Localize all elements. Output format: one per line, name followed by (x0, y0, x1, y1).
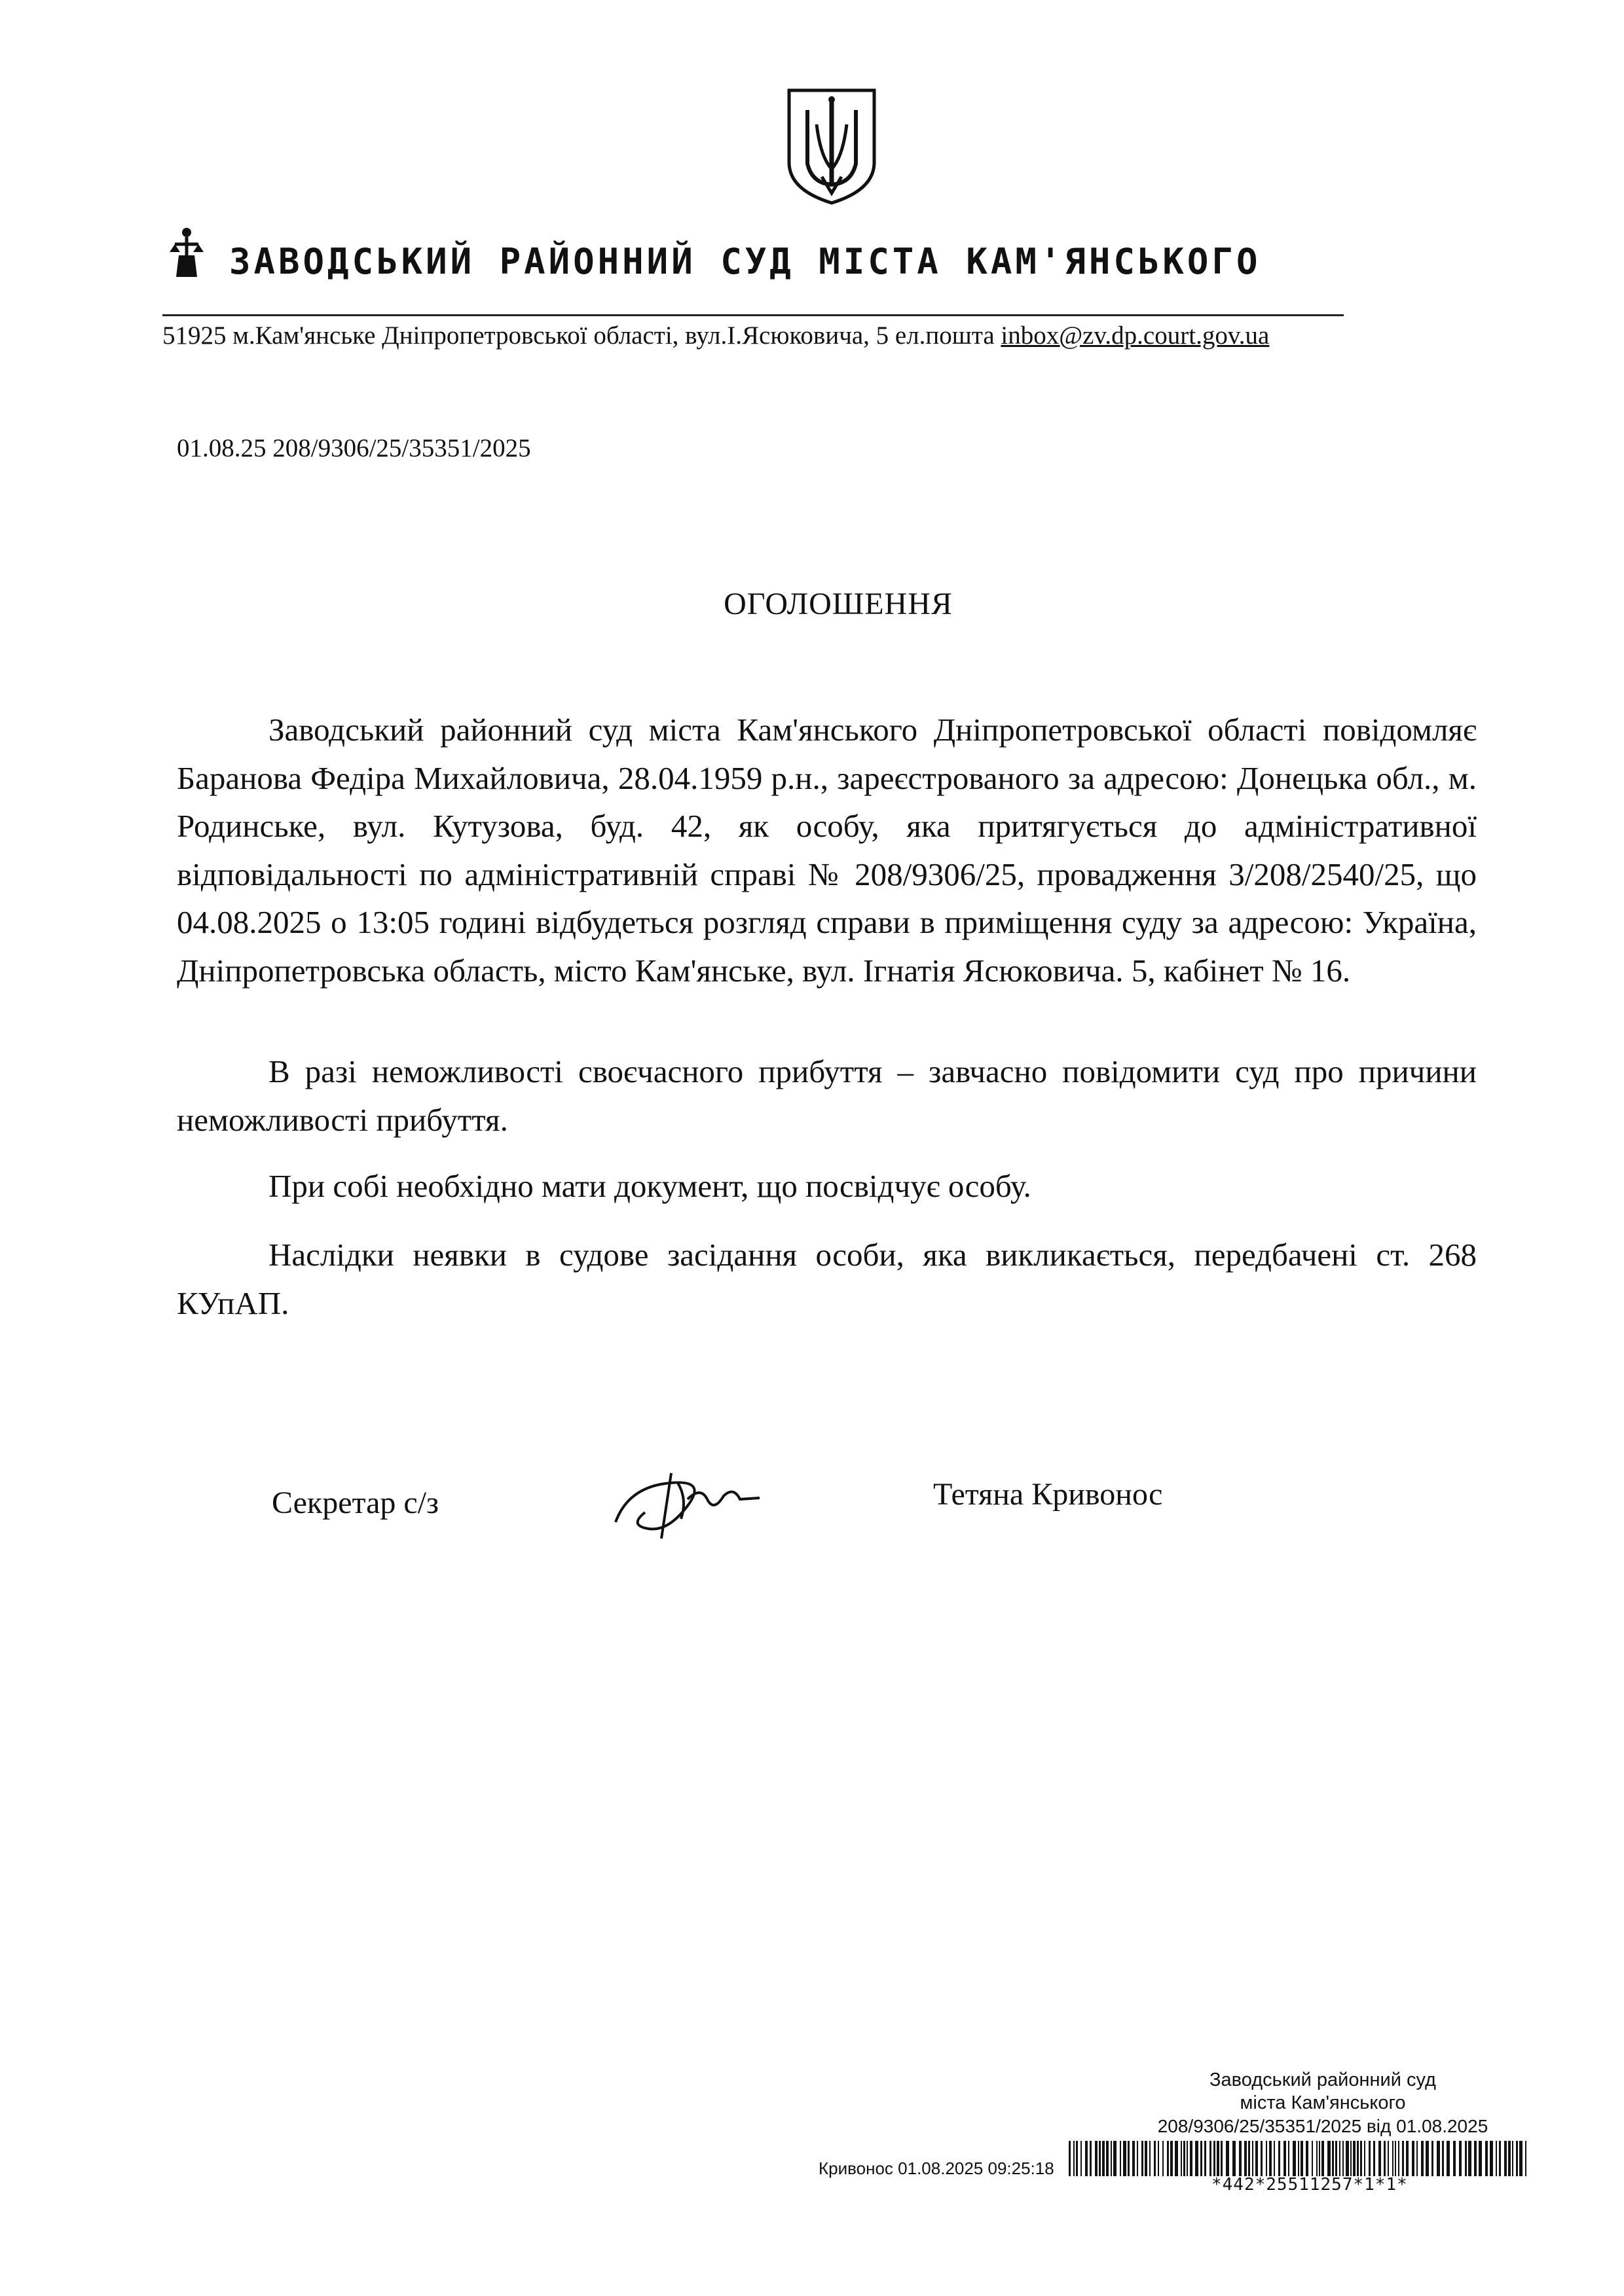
stamp-meta: Кривонос 01.08.2025 09:25:18 (819, 2159, 1054, 2178)
stamp-org-line-2: міста Кам'янського (1240, 2092, 1406, 2113)
barcode-bar (1474, 2141, 1477, 2176)
handwritten-signature (609, 1460, 766, 1545)
barcode-bar (1459, 2141, 1462, 2176)
barcode-bar (1395, 2141, 1396, 2176)
barcode-bar (1217, 2141, 1219, 2176)
barcode-bar (1073, 2141, 1075, 2176)
barcode-bar (1421, 2141, 1424, 2176)
barcode-bar (1416, 2141, 1418, 2176)
barcode-bar (1519, 2141, 1522, 2176)
barcode-bar (1512, 2141, 1513, 2176)
barcode-bar (1113, 2141, 1116, 2176)
barcode-bar (1252, 2141, 1253, 2176)
barcode-bar (1357, 2141, 1359, 2176)
paragraph-4-text: Наслідки неявки в судове засідання особи, яка викликається, передбачені ст. 268 КУпАП. (177, 1237, 1477, 1321)
barcode-bar (1190, 2141, 1192, 2176)
barcode-bar (1339, 2141, 1340, 2176)
body-paragraph-2 (177, 1048, 1477, 1144)
barcode-bar (1468, 2141, 1471, 2176)
barcode-bar (1167, 2141, 1169, 2176)
barcode-bar (1102, 2141, 1105, 2176)
barcode-bar (1516, 2141, 1518, 2176)
signer-name: Тетяна Кривонос (933, 1477, 1163, 1512)
barcode-bar (1431, 2141, 1433, 2176)
barcode (1069, 2141, 1532, 2176)
barcode-bar (1369, 2141, 1371, 2176)
barcode-bar (1266, 2141, 1267, 2176)
barcode-bar (1508, 2141, 1511, 2176)
document-title: ОГОЛОШЕННЯ (724, 587, 953, 621)
barcode-bar (1293, 2141, 1296, 2176)
body-paragraph-1 (177, 706, 1477, 994)
barcode-bar (1069, 2141, 1071, 2176)
barcode-bar (1388, 2141, 1389, 2176)
barcode-bar (1398, 2141, 1399, 2176)
address-text: 51925 м.Кам'янське Дніпропетровської області, вул.І.Ясюковича, 5 ел.пошта (162, 321, 1001, 350)
barcode-bar (1181, 2141, 1182, 2176)
barcode-bar (1137, 2141, 1138, 2176)
barcode-bar (1170, 2141, 1173, 2176)
barcode-bar (1327, 2141, 1331, 2176)
barcode-bar (1490, 2141, 1493, 2176)
document-reference: 01.08.25 208/9306/25/35351/2025 (177, 434, 531, 462)
barcode-bar (1312, 2141, 1313, 2176)
barcode-bar (1120, 2141, 1121, 2176)
barcode-bar (1274, 2141, 1275, 2176)
barcode-bar (1123, 2141, 1126, 2176)
barcode-bar (1412, 2141, 1414, 2176)
barcode-bar (1378, 2141, 1381, 2176)
barcode-bar (1213, 2141, 1215, 2176)
barcode-bar (1095, 2141, 1098, 2176)
stamp-org-line-1: Заводський районний суд (1209, 2069, 1436, 2090)
barcode-bar (1319, 2141, 1320, 2176)
barcode-bar (1141, 2141, 1143, 2176)
barcode-bar (1465, 2141, 1467, 2176)
barcode-bar (1261, 2141, 1263, 2176)
barcode-bar (1350, 2141, 1352, 2176)
paragraph-2-text: В разі неможливості своєчасного прибуття – завчасно повідомити суд про причини неможливості прибуття. (177, 1053, 1477, 1138)
barcode-bar (1525, 2141, 1526, 2176)
barcode-bar (1288, 2141, 1289, 2176)
barcode-bar (1090, 2141, 1092, 2176)
barcode-bar (1406, 2141, 1409, 2176)
barcode-bar (1221, 2141, 1223, 2176)
barcode-bar (1342, 2141, 1344, 2176)
barcode-bar (1255, 2141, 1258, 2176)
barcode-number: *442*25511257*1*1* (1211, 2175, 1408, 2195)
barcode-bar (1499, 2141, 1501, 2176)
barcode-bar (1187, 2141, 1188, 2176)
barcode-bar (1426, 2141, 1429, 2176)
barcode-bar (1373, 2141, 1375, 2176)
barcode-bar (1316, 2141, 1318, 2176)
barcode-bar (1442, 2141, 1444, 2176)
paragraph-3-text: При собі необхідно мати документ, що посвідчує особу. (268, 1168, 1031, 1204)
barcode-bar (1158, 2141, 1159, 2176)
barcode-bar (1162, 2141, 1164, 2176)
barcode-bar (1453, 2141, 1456, 2176)
barcode-bar (1360, 2141, 1362, 2176)
barcode-bar (1154, 2141, 1156, 2176)
barcode-bar (1200, 2141, 1202, 2176)
email-link[interactable]: inbox@zv.dp.court.gov.ua (1001, 321, 1270, 350)
barcode-bar (1332, 2141, 1334, 2176)
court-name: ЗАВОДСЬКИЙ РАЙОННИЙ СУД МІСТА КАМ'ЯНСЬКОГО (229, 241, 1261, 282)
barcode-bar (1099, 2141, 1101, 2176)
barcode-bar (1437, 2141, 1440, 2176)
body-paragraph-4 (177, 1231, 1477, 1327)
barcode-bar (1209, 2141, 1211, 2176)
header-divider (162, 314, 1344, 316)
barcode-bar (1335, 2141, 1337, 2176)
barcode-bar (1392, 2141, 1393, 2176)
barcode-bar (1402, 2141, 1404, 2176)
barcode-bar (1301, 2141, 1303, 2176)
court-address (162, 321, 1269, 350)
barcode-bar (1085, 2141, 1088, 2176)
barcode-bar (1298, 2141, 1299, 2176)
barcode-bar (1106, 2141, 1109, 2176)
barcode-bar (1248, 2141, 1250, 2176)
barcode-bar (1195, 2141, 1198, 2176)
barcode-bar (1346, 2141, 1349, 2176)
barcode-bar (1364, 2141, 1365, 2176)
barcode-bar (1132, 2141, 1135, 2176)
barcode-bar (1149, 2141, 1151, 2176)
paragraph-1-text: Заводський районний суд міста Кам'янського Дніпропетровської області повідомляє Баранова Федіра Михайловича, 28.04.1959 р.н., зареєстрованого за адресою: Донецька обл., м. Родинське, вул. Кутузова, буд. 42, як особу, яка притягується до адміністративної відповідальності по адміністративній справі № 208/9306/25, провадження 3/208/2540/25, що 04.08.2025 о 13:05 годині відбудеться розгляд справи в приміщення суду за адресою: Україна, Дніпропетровська область, місто Кам'янське, вул. Ігнатія Ясюковича. 5, кабінет № 16. (177, 712, 1477, 989)
barcode-bar (1306, 2141, 1308, 2176)
barcode-bar (1479, 2141, 1482, 2176)
barcode-bar (1447, 2141, 1450, 2176)
barcode-bar (1353, 2141, 1356, 2176)
barcode-bar (1269, 2141, 1272, 2176)
barcode-bar (1111, 2141, 1112, 2176)
barcode-bar (1321, 2141, 1324, 2176)
coat-of-arms-trident-icon (783, 85, 881, 206)
barcode-bar (1504, 2141, 1507, 2176)
barcode-bar (1076, 2141, 1078, 2176)
barcode-bar (1244, 2141, 1247, 2176)
body-paragraph-3 (177, 1162, 1477, 1211)
barcode-bar (1239, 2141, 1242, 2176)
barcode-bar (1183, 2141, 1185, 2176)
themis-icon (167, 226, 206, 278)
barcode-bar (1145, 2141, 1147, 2176)
barcode-bar (1283, 2141, 1286, 2176)
barcode-bar (1128, 2141, 1130, 2176)
barcode-bar (1175, 2141, 1178, 2176)
barcode-bar (1232, 2141, 1236, 2176)
barcode-bar (1204, 2141, 1206, 2176)
signer-role: Секретар с/з (272, 1485, 439, 1520)
barcode-bar (1080, 2141, 1082, 2176)
stamp-doc-line: 208/9306/25/35351/2025 від 01.08.2025 (1157, 2116, 1488, 2136)
barcode-bar (1485, 2141, 1488, 2176)
barcode-bar (1496, 2141, 1497, 2176)
barcode-bar (1226, 2141, 1229, 2176)
barcode-bar (1384, 2141, 1386, 2176)
barcode-bar (1278, 2141, 1280, 2176)
